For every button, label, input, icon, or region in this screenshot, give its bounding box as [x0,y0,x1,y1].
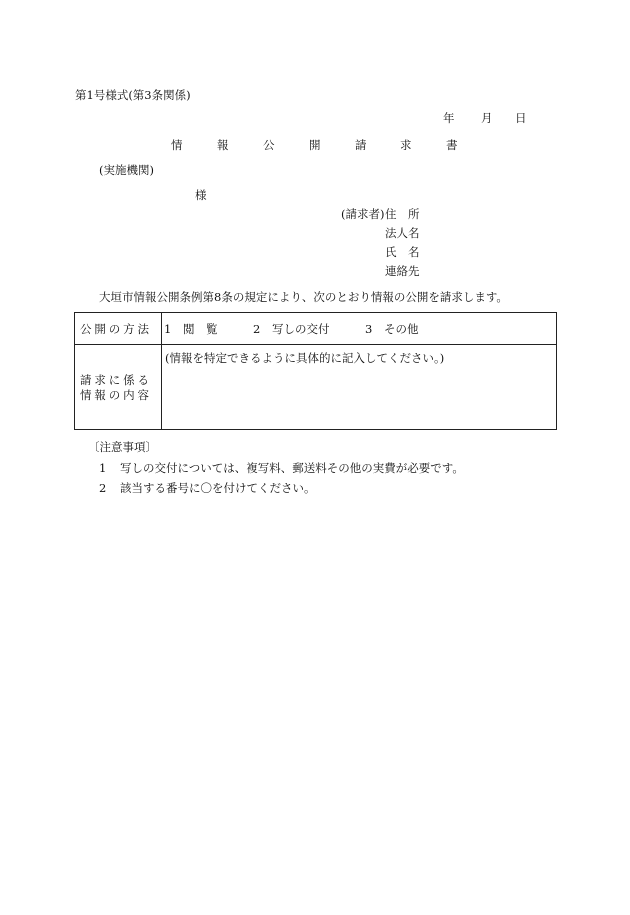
requester-corp-name-label: 法人名 [385,226,420,240]
date-month-label: 月 [481,111,493,125]
method-option-1[interactable] [164,322,217,336]
requester-address-label: 住 所 [385,207,420,221]
note-number: 1 [99,461,107,475]
requester-name-label: 氏 名 [385,245,420,259]
notes-heading: 〔注意事項〕 [88,440,157,454]
note-text: 写しの交付については、複写料、郵送料その他の実費が必要です。 [119,461,464,475]
requester-label: (請求者) [341,207,385,221]
note-item [99,461,464,475]
method-label: 公開の方法 [80,322,152,336]
content-hint: (情報を特定できるように具体的に記入してください。) [165,351,445,365]
option-text: その他 [383,322,419,336]
request-statement: 大垣市情報公開条例第8条の規定により、次のとおり情報の公開を請求します。 [99,290,508,304]
request-form-table [74,312,557,430]
title-char: 請 [355,138,367,152]
requester-contact-label: 連絡先 [385,264,420,278]
date-year-label: 年 [443,111,455,125]
table-row-divider [75,344,556,345]
title-char: 報 [217,138,229,152]
note-number: 2 [99,481,107,495]
content-label-line-2: 情報の内容 [80,388,152,402]
option-number: 2 [253,322,261,336]
title-char: 書 [446,138,458,152]
title-char: 公 [263,138,275,152]
note-text: 該当する番号に〇を付けてください。 [119,481,316,495]
agency-label: (実施機関) [99,163,154,177]
option-text: 写しの交付 [271,322,330,336]
title-char: 開 [309,138,321,152]
honorific-label: 様 [195,188,207,202]
content-input-area[interactable] [165,351,444,365]
option-number: 1 [164,322,172,336]
title-char: 求 [400,138,412,152]
form-number: 第1号様式(第3条関係) [75,88,191,102]
option-text: 閲 覧 [182,322,218,336]
title-char: 情 [171,138,183,152]
content-label-line-1: 請求に係る [80,373,152,387]
method-option-3[interactable] [365,322,418,336]
date-day-label: 日 [515,111,527,125]
option-number: 3 [365,322,373,336]
note-item [99,481,315,495]
table-column-divider [161,313,162,429]
method-option-2[interactable] [253,322,329,336]
